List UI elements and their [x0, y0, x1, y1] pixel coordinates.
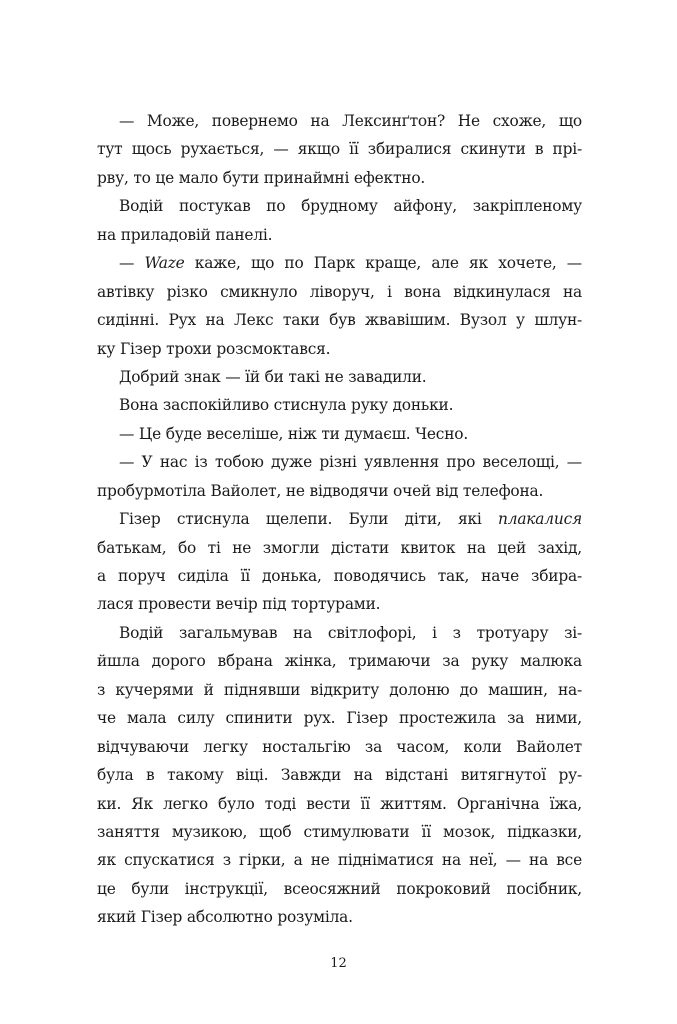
text-line	[97, 647, 582, 675]
paragraph	[97, 192, 582, 249]
text-line	[97, 676, 582, 704]
text-line	[97, 562, 582, 590]
text-run: батькам, бо ті не змогли дістати квиток на цей захід,	[97, 538, 582, 557]
text-run: ки. Як легко було тоді вести її життям. Органічна їжа,	[97, 794, 582, 813]
paragraph	[97, 391, 582, 419]
text-line	[97, 278, 582, 306]
text-line	[97, 135, 582, 163]
text-run: це були інструкції, всеосяжний покроковий посібник,	[97, 879, 582, 898]
text-line	[97, 363, 582, 391]
text-line	[97, 846, 582, 874]
text-run: — У нас із тобою дуже різні уявлення про веселощі, —	[119, 453, 582, 472]
text-line	[97, 192, 582, 220]
text-line	[97, 505, 582, 533]
text-line	[97, 420, 582, 448]
text-line	[97, 790, 582, 818]
text-run: як спускатися з гірки, а не підніматися на неї, — на все	[97, 851, 582, 870]
italic-text: плакалися	[498, 510, 582, 529]
text-line	[97, 875, 582, 903]
paragraph	[97, 249, 582, 363]
text-line	[97, 704, 582, 732]
paragraph	[97, 363, 582, 391]
text-run: Гізер стиснула щелепи. Були діти, які	[119, 510, 499, 529]
text-line	[97, 534, 582, 562]
text-line	[97, 391, 582, 419]
text-run: відчуваючи легку ностальгію за часом, коли Вайолет	[97, 737, 582, 756]
italic-text: Waze	[144, 254, 185, 273]
text-line	[97, 733, 582, 761]
text-run: а поруч сиділа її донька, поводячись так, наче збира-	[97, 567, 582, 585]
text-run: Добрий знак — їй би такі не завадили.	[119, 367, 427, 386]
text-run: лася провести вечір під тортурами.	[97, 595, 381, 614]
text-run: на приладовій панелі.	[97, 225, 273, 244]
paragraph	[97, 505, 582, 619]
text-run: каже, що по Парк краще, але як хочете, —	[184, 254, 582, 273]
body-text	[97, 107, 582, 932]
text-line	[97, 221, 582, 249]
text-line	[97, 249, 582, 277]
text-run: — Це буде веселіше, ніж ти думаєш. Чесно.	[119, 424, 469, 443]
paragraph	[97, 107, 582, 192]
text-run: Водій постукав по брудному айфону, закріпленому	[119, 197, 582, 216]
text-line	[97, 164, 582, 192]
text-run: сидінні. Рух на Лекс таки був жвавішим. Вузол у шлун-	[97, 311, 582, 330]
text-run: че мала силу спинити рух. Гізер простежила за ними,	[97, 709, 582, 728]
text-run: Вона заспокійливо стиснула руку доньки.	[119, 396, 454, 415]
text-line	[97, 335, 582, 363]
text-run: ку Гізер трохи розсмоктався.	[97, 339, 331, 358]
text-run: з кучерями й піднявши відкриту долоню до машин, на-	[97, 680, 582, 699]
text-run: — Може, повернемо на Лексинґтон? Не схоже, що	[119, 112, 582, 130]
text-run: який Гізер абсолютно розуміла.	[97, 908, 353, 927]
text-line	[97, 107, 582, 135]
text-line	[97, 903, 582, 931]
text-run: тут щось рухається, — якщо її збиралися скинути в прі-	[97, 140, 582, 159]
text-run: йшла дорого вбрана жінка, тримаючи за руку малюка	[97, 652, 582, 671]
text-line	[97, 619, 582, 647]
paragraph	[97, 448, 582, 505]
text-line	[97, 306, 582, 334]
text-run: автівку різко смикнуло ліворуч, і вона відкинулася на	[97, 282, 582, 301]
paragraph	[97, 420, 582, 448]
text-line	[97, 761, 582, 789]
page-number: 12	[330, 956, 347, 971]
text-run: заняття музикою, щоб стимулювати її мозок, підказки,	[97, 822, 582, 841]
text-line	[97, 818, 582, 846]
text-run: була в такому віці. Завжди на відстані витягнутої ру-	[97, 766, 582, 785]
text-line	[97, 448, 582, 476]
text-line	[97, 477, 582, 505]
text-line	[97, 590, 582, 618]
text-run: Водій загальмував на світлофорі, і з тротуару зі-	[119, 623, 582, 642]
text-run: рву, то це мало бути принаймні ефектно.	[97, 168, 426, 187]
paragraph	[97, 619, 582, 932]
text-run: —	[119, 254, 145, 273]
text-run: пробурмотіла Вайолет, не відводячи очей від телефона.	[97, 481, 544, 500]
